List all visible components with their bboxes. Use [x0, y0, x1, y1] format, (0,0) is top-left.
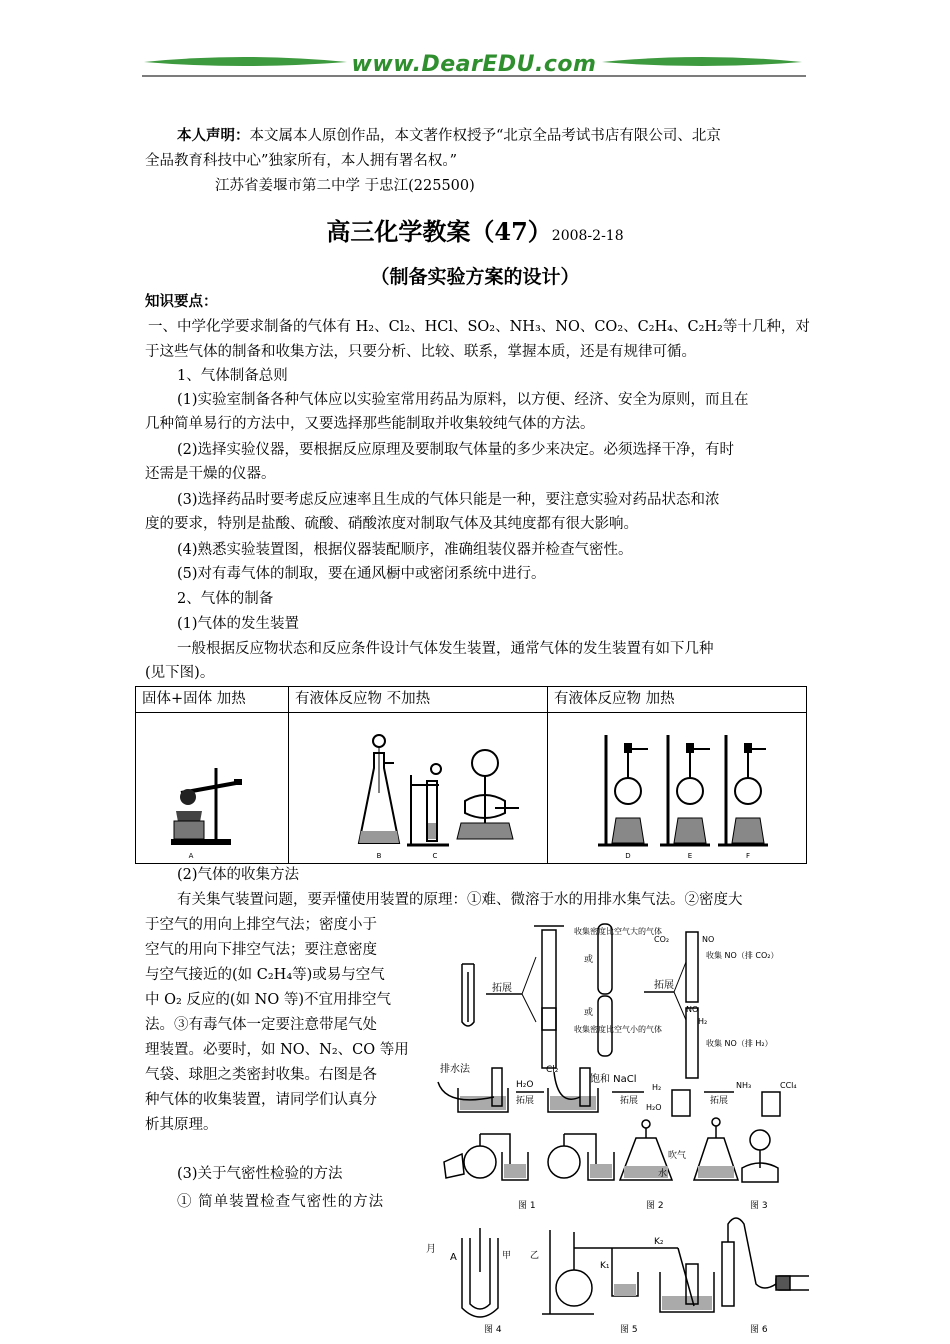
yi-label: 乙 — [530, 1251, 540, 1261]
notice-text-1: 本文属本人原创作品，本文著作权授予“北京全品考试书店有限公司、北京 — [249, 128, 721, 144]
expand-label-2: 拓展 — [654, 980, 674, 991]
rule-3a: (3)选择药品时要考虑反应速率且生成的气体只能是一种，要注意实验对药品状态和浓 — [177, 492, 720, 508]
collect-line-9: 析其原理。 — [145, 1117, 218, 1133]
page-subtitle: （制备实验方案的设计） — [370, 266, 580, 288]
notice-label: 本人声明： — [177, 127, 250, 144]
para-1a: 一、中学化学要求制备的气体有 H₂、Cl₂、HCl、SO₂、NH₃、NO、CO₂、C₂H₄、C₂H₂等十几种，对 — [148, 319, 810, 335]
or-label-1: 或 — [584, 955, 594, 965]
nh3-label: NH₃ — [736, 1081, 752, 1090]
notice-line-1 — [177, 124, 721, 148]
collect-line-4: 中 O₂ 反应的(如 NO 等)不宜用排空气 — [145, 992, 392, 1008]
rule-3b: 度的要求，特别是盐酸、硫酸、硝酸浓度对制取气体及其纯度都有很大影响。 — [145, 516, 638, 532]
cl2-label: Cl₂ — [546, 1065, 559, 1075]
sub-3a: ① 简单装置检查气密性的方法 — [177, 1194, 385, 1210]
co2-label: CO₂ — [654, 935, 670, 944]
apparatus-cell-a — [136, 713, 289, 864]
h2o-label-2: H₂O — [646, 1103, 662, 1112]
apparatus-header-2: 有液体反应物 不加热 — [289, 687, 548, 713]
h2-label-1: H₂ — [698, 1017, 708, 1026]
fig3-label: 图 3 — [750, 1201, 768, 1211]
apparatus-table — [135, 686, 807, 864]
no-label-1: NO — [702, 935, 715, 944]
label-f: F — [745, 852, 751, 860]
expand-label-3: 拓展 — [516, 1096, 535, 1106]
rule-2a: (2)选择实验仪器，要根据反应原理及要制取气体量的多少来决定。必须选择干净，有时 — [177, 442, 735, 458]
label-a: A — [188, 852, 194, 860]
nacl-label: 饱和 NaCl — [590, 1074, 637, 1085]
para-1b: 于这些气体的制备和收集方法，只要分析、比较、联系，掌握本质，还是有规律可循。 — [145, 344, 696, 360]
label-e: E — [687, 852, 693, 860]
sub-1a: 一般根据反应物状态和反应条件设计气体发生装置，通常气体的发生装置有如下几种 — [177, 641, 714, 657]
rule-5: (5)对有毒气体的制取，要在通风橱中或密闭系统中进行。 — [177, 566, 546, 582]
collect-no-co2-label: 收集 NO（排 CO₂） — [706, 951, 779, 960]
a-label: A — [450, 1252, 457, 1263]
liquid-no-heat-apparatus — [289, 713, 547, 863]
notice-line-2: 全品教育科技中心”独家所有，本人拥有署名权。” — [145, 153, 458, 169]
water-label: 水 — [658, 1169, 668, 1179]
heading-2: 2、气体的制备 — [177, 591, 274, 607]
apparatus-header-1: 固体+固体 加热 — [136, 687, 289, 713]
label-b: B — [376, 852, 382, 860]
fig2-label: 图 2 — [646, 1201, 664, 1211]
sub-2a: 有关集气装置问题，要弄懂使用装置的原理：①难、微溶于水的用排水集气法。②密度大 — [177, 892, 743, 908]
rule-2b: 还需是干燥的仪器。 — [145, 466, 276, 482]
collect-no-h2-label: 收集 NO（排 H₂） — [706, 1039, 773, 1048]
flask-d — [598, 735, 648, 845]
k2-label: K₂ — [654, 1237, 664, 1247]
rule-1a: (1)实验室制备各种气体应以实验室常用药品为原料，以方便、经济、安全为原则，而且在 — [177, 392, 749, 408]
label-c: C — [432, 852, 438, 860]
margin-char: 月 — [426, 1244, 436, 1255]
section-label: 知识要点： — [145, 293, 218, 310]
flask-e — [660, 735, 710, 845]
sub-heading-3: (3)关于气密性检验的方法 — [177, 1166, 343, 1182]
water-method-label: 排水法 — [440, 1064, 470, 1075]
expand-label-1: 拓展 — [492, 983, 512, 994]
sub-heading-2: (2)气体的收集方法 — [177, 867, 300, 883]
title-main: 高三化学教案（47） — [326, 217, 552, 246]
flask-f — [718, 735, 768, 845]
fig6-label: 图 6 — [750, 1325, 768, 1335]
gas-collection-figure — [424, 912, 809, 1342]
blow-label: 吹气 — [668, 1151, 687, 1161]
sub-heading-1: (1)气体的发生装置 — [177, 616, 300, 632]
collect-line-6: 理装置。必要时，如 NO、N₂、CO 等用 — [145, 1042, 409, 1058]
title-date: 2008-2-18 — [551, 228, 624, 244]
collect-line-3: 与空气接近的(如 C₂H₄等)或易与空气 — [145, 967, 385, 983]
liquid-heat-apparatus — [548, 713, 806, 863]
page-title — [0, 212, 950, 247]
expand-label-4: 拓展 — [620, 1096, 639, 1106]
jia-label: 甲 — [502, 1251, 512, 1261]
down-collect-label: 收集密度比空气小的气体 — [574, 1025, 662, 1034]
rule-4: (4)熟悉实验装置图，根据仪器装配顺序，准确组装仪器并检查气密性。 — [177, 542, 633, 558]
fig5-label: 图 5 — [620, 1325, 638, 1335]
h2-label-2: H₂ — [652, 1083, 662, 1092]
no-label-2: NO — [686, 1005, 699, 1014]
logo-text: www.DearEDU.com — [351, 52, 597, 77]
collect-line-1: 于空气的用向上排空气法；密度小于 — [145, 917, 377, 933]
sub-1b: (见下图)。 — [145, 665, 215, 681]
heading-1: 1、气体制备总则 — [177, 368, 288, 384]
or-label-2: 或 — [584, 1008, 594, 1018]
apparatus-cell-bc — [289, 713, 548, 864]
collect-line-5: 法。③有毒气体一定要注意带尾气处 — [145, 1017, 377, 1033]
author-line: 江苏省姜堰市第二中学 于忠江(225500) — [215, 178, 475, 194]
apparatus-header-3: 有液体反应物 加热 — [548, 687, 807, 713]
ccl4-label: CCl₄ — [780, 1081, 797, 1090]
collect-line-7: 气袋、球胆之类密封收集。右图是各 — [145, 1067, 377, 1083]
collect-line-8: 种气体的收集装置，请同学们认真分 — [145, 1092, 377, 1108]
h2o-label-1: H₂O — [516, 1080, 534, 1090]
up-collect-label: 收集密度比空气大的气体 — [574, 927, 662, 936]
apparatus-cell-def — [548, 713, 807, 864]
expand-label-5: 拓展 — [710, 1096, 729, 1106]
label-d: D — [625, 852, 631, 860]
collect-line-2: 空气的用向下排空气法；要注意密度 — [145, 942, 377, 958]
fig1-label: 图 1 — [518, 1201, 536, 1211]
site-header-logo — [142, 48, 806, 82]
solid-heating-apparatus — [136, 713, 288, 863]
fig4-label: 图 4 — [484, 1325, 502, 1335]
k1-label: K₁ — [600, 1261, 610, 1271]
rule-1b: 几种简单易行的方法中，又要选择那些能制取并收集较纯气体的方法。 — [145, 416, 595, 432]
